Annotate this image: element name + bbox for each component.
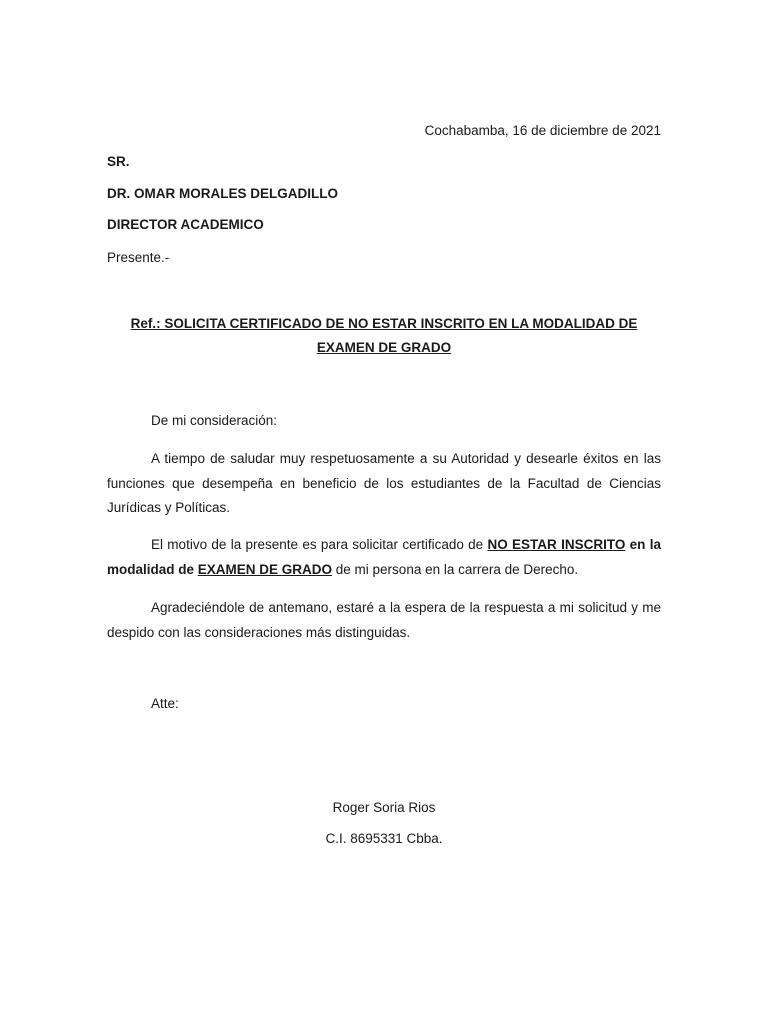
presente-label: Presente.- xyxy=(107,250,170,265)
recipient-title: SR. xyxy=(107,154,130,169)
letter-date: Cochabamba, 16 de diciembre de 2021 xyxy=(424,123,661,138)
paragraph2-text-2: en la modalidad de xyxy=(107,537,661,577)
reference-text-line2: EXAMEN DE GRADO xyxy=(316,340,452,355)
paragraph2-emphasis-1: NO ESTAR INSCRITO xyxy=(487,537,626,552)
body-paragraph-1: A tiempo de saludar muy respetuosamente a su Autoridad y desearle éxitos en las funciones que desempeña en beneficio de los estudiantes de la Facultad de Ciencias Jurídicas y Políticas. xyxy=(107,451,661,515)
paragraph2-emphasis-2: EXAMEN DE GRADO xyxy=(197,561,333,577)
recipient-position: DIRECTOR ACADEMICO xyxy=(107,217,264,232)
closing: Atte: xyxy=(151,696,179,711)
body-paragraph-3: Agradeciéndole de antemano, estaré a la espera de la respuesta a mi solicitud y me despido con las consideraciones más distinguidas. xyxy=(107,600,661,640)
reference-line xyxy=(107,312,661,360)
recipient-name: DR. OMAR MORALES DELGADILLO xyxy=(107,186,338,201)
body-paragraph-2 xyxy=(107,533,661,582)
paragraph2-text-3: de mi persona en la carrera de Derecho. xyxy=(332,561,579,577)
paragraph2-text-1: El motivo de la presente es para solicitar certificado de xyxy=(151,537,488,552)
greeting: De mi consideración: xyxy=(151,413,278,428)
reference-text-line1: SOLICITA CERTIFICADO DE NO ESTAR INSCRITO EN LA MODALIDAD DE xyxy=(160,316,638,331)
signature-name: Roger Soria Rios xyxy=(332,800,436,815)
signature-id: C.I. 8695331 Cbba. xyxy=(325,831,443,846)
reference-prefix: Ref.: xyxy=(130,316,161,331)
